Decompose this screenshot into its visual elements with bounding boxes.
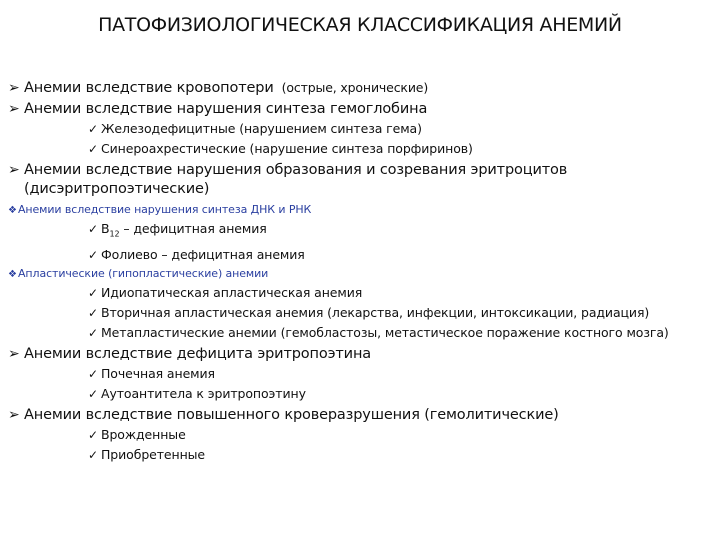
sub-item [8,364,712,384]
list-item-erythropoiesis [8,161,712,199]
sub-item-label: Метапластические анемии (гемобластозы, метастическое поражение костного мозга) [101,324,669,340]
sub-item [8,219,712,245]
list-item-blood-loss [8,78,712,98]
sub-item [8,445,712,465]
item-label: Анемии вследствие повышенного кроверазрушения (гемолитические) [24,406,559,423]
sub-item [8,425,712,445]
item-label: Анемии вследствие нарушения образования и созревания эритроцитов [24,162,568,178]
sub-item [8,245,712,265]
item-label: Апластические (гипопластические) анемии [18,266,269,280]
diamond-bullet-icon: ❖ [8,205,17,216]
list-item-dna-rna [8,201,712,219]
sub-item [8,323,712,343]
check-icon: ✓ [88,122,98,136]
arrow-bullet-icon: ➢ [8,101,20,117]
sub-item-label: Железодефицитные (нарушением синтеза гема) [101,121,422,136]
arrow-bullet-icon: ➢ [8,162,20,178]
sub-item [8,139,712,159]
sub-item-label: Фолиево – дефицитная анемия [101,246,305,262]
list-item-epo [8,345,712,364]
arrow-bullet-icon: ➢ [8,406,20,423]
arrow-bullet-icon: ➢ [8,345,20,362]
arrow-bullet-icon: ➢ [8,80,20,96]
check-icon: ✓ [88,447,98,462]
item-label: Анемии вследствие нарушения синтеза гемоглобина [24,101,428,117]
sub-item-label: Вторичная апластическая анемия (лекарства, инфекции, интоксикации, радиация) [101,304,650,320]
sub-item [8,119,712,139]
check-icon: ✓ [88,305,98,320]
sub-item [8,303,712,323]
check-icon: ✓ [88,386,98,401]
sub-item-label: $В_{12}$ – дефицитная анемия [101,221,267,239]
sub-item-label: Аутоантитела к эритропоэтину [101,385,306,401]
check-icon: ✓ [88,325,98,340]
sub-item-label: Почечная анемия [101,365,215,381]
item-label: Анемии вследствие кровопотери [24,80,274,96]
sub-item-label: Врожденные [101,426,186,442]
slide-title: ПАТОФИЗИОЛОГИЧЕСКАЯ КЛАССИФИКАЦИЯ АНЕМИЙ [98,14,622,36]
sub-item-label: Синероахрестические (нарушение синтеза порфиринов) [101,141,473,156]
item-label: Анемии вследствие дефицита эритропоэтина [24,345,372,362]
sub-item [8,283,712,303]
list-item-hemolytic [8,406,712,425]
item-label-continued: (дисэритропоэтические) [24,181,210,197]
check-icon: ✓ [88,247,98,262]
check-icon: ✓ [88,427,98,442]
list-item-hb-synthesis [8,100,712,119]
item-label: Анемии вследствие нарушения синтеза ДНК и РНК [18,203,312,216]
list-item-aplastic [8,265,712,283]
check-icon: ✓ [88,142,98,156]
sub-item [8,384,712,404]
diamond-bullet-icon: ❖ [8,268,17,280]
item-note: (острые, хронические) [281,80,429,95]
sub-item-label: Приобретенные [101,446,206,462]
check-icon: ✓ [88,366,98,381]
check-icon: ✓ [88,222,98,236]
sub-item-label: Идиопатическая апластическая анемия [101,284,363,300]
check-icon: ✓ [88,285,98,300]
classification-list [8,78,712,465]
